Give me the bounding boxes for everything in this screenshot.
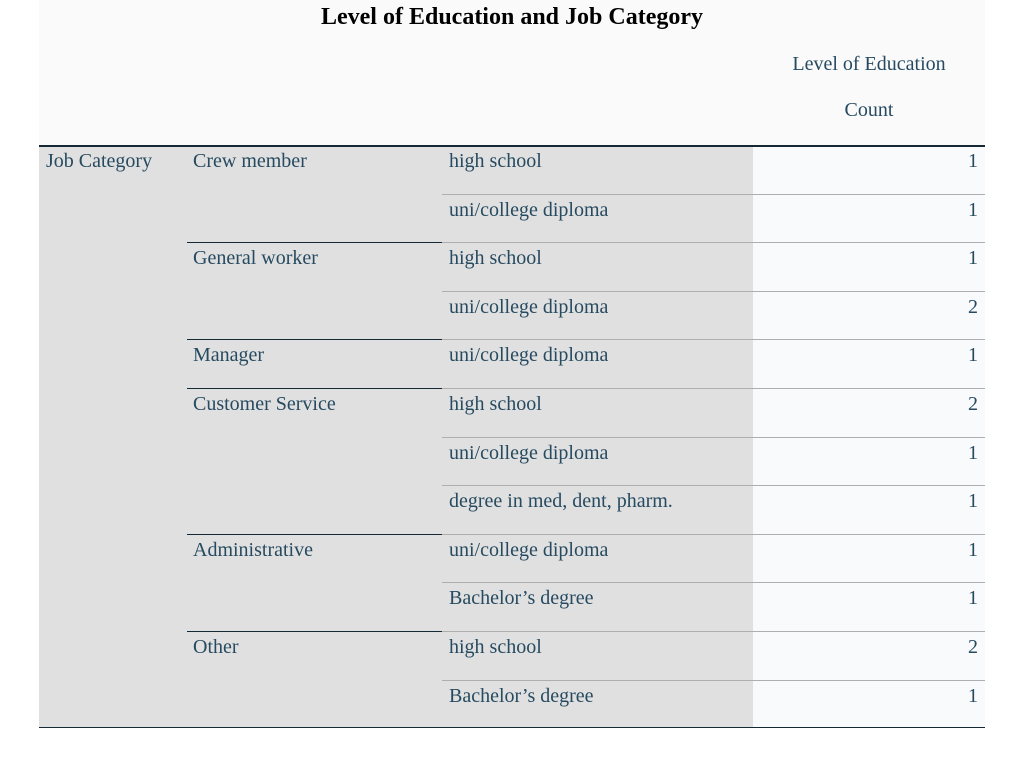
- row-separator: [442, 582, 985, 583]
- row-separator: [442, 242, 985, 243]
- table-title: Level of Education and Job Category: [320, 4, 703, 30]
- count-cell: 1: [968, 441, 978, 464]
- count-cell: 1: [968, 344, 978, 367]
- row-separator: [442, 194, 985, 195]
- count-cell: 2: [968, 393, 978, 415]
- row-separator: [442, 388, 985, 389]
- column-statistic-header: Count: [844, 99, 894, 121]
- count-cell: 1: [968, 538, 978, 561]
- education-level-label: high school: [449, 150, 542, 172]
- job-category-label: General worker: [193, 247, 318, 270]
- education-level-label: uni/college diploma: [449, 344, 609, 367]
- count-cell: 1: [968, 490, 978, 513]
- education-level-label: uni/college diploma: [449, 538, 609, 561]
- job-category-label: Customer Service: [193, 393, 336, 415]
- education-level-label: high school: [449, 393, 542, 415]
- row-separator: [442, 680, 985, 681]
- education-level-label: Bachelor’s degree: [449, 587, 594, 610]
- crosstab-table: [39, 145, 985, 728]
- group-separator: [187, 534, 442, 535]
- job-category-label: Other: [193, 636, 239, 658]
- count-cell: 1: [968, 587, 978, 610]
- count-cell: 1: [968, 247, 978, 270]
- education-level-label: uni/college diploma: [449, 295, 609, 318]
- education-level-label: Bachelor’s degree: [449, 684, 594, 707]
- group-separator: [187, 339, 442, 340]
- job-category-label: Crew member: [193, 150, 307, 172]
- row-separator: [442, 437, 985, 438]
- count-cell: 1: [968, 684, 978, 707]
- education-level-label: uni/college diploma: [449, 198, 609, 221]
- education-level-label: high school: [449, 247, 542, 270]
- row-separator: [442, 631, 985, 632]
- count-cell: 2: [968, 295, 978, 318]
- row-variable-label: Job Category: [46, 150, 153, 172]
- count-cell: 1: [968, 198, 978, 221]
- row-separator: [442, 534, 985, 535]
- count-cell: 2: [968, 636, 978, 658]
- count-cell: 1: [968, 150, 978, 172]
- education-level-label: degree in med, dent, pharm.: [449, 490, 673, 513]
- row-separator: [442, 291, 985, 292]
- table-bottom-rule: [39, 727, 985, 728]
- group-separator: [187, 631, 442, 632]
- column-variable-header: Level of Education: [792, 53, 946, 75]
- education-level-label: high school: [449, 636, 542, 658]
- row-separator: [442, 339, 985, 340]
- job-category-label: Manager: [193, 344, 265, 367]
- group-separator: [187, 388, 442, 389]
- group-separator: [187, 242, 442, 243]
- row-separator: [442, 485, 985, 486]
- education-level-label: uni/college diploma: [449, 441, 609, 464]
- job-category-label: Administrative: [193, 538, 313, 561]
